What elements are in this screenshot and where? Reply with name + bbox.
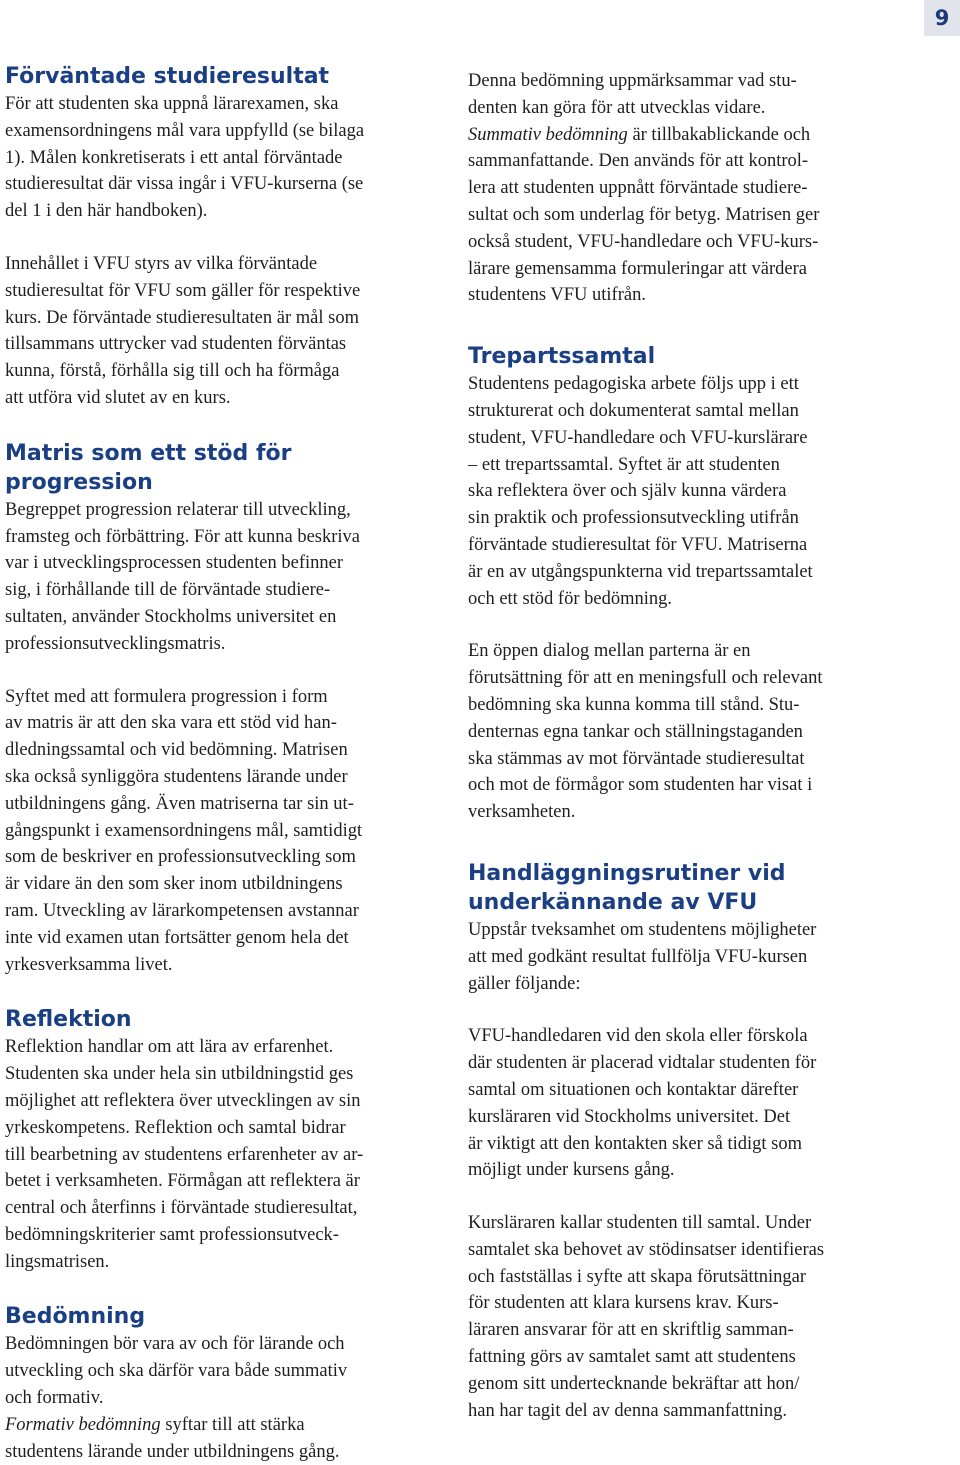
text-line: är vidare än den som sker inom utbildningens: [5, 874, 343, 895]
text-line: var i utvecklingsprocessen studenten befinner: [5, 553, 344, 574]
term-formativ-bedomning: Formativ bedömning: [5, 1414, 161, 1435]
paragraph: [5, 1331, 445, 1465]
heading-line: underkännande av VFU: [468, 889, 758, 915]
text-line: kursläraren vid Stockholms universitet. Det: [468, 1106, 791, 1127]
text-line: VFU-handledaren vid den skola eller förskola: [468, 1026, 808, 1047]
heading-bedomning: Bedömning: [5, 1304, 146, 1330]
text-line: tillsammans uttrycker vad studenten förväntas: [5, 334, 347, 355]
text-line: att utföra vid slutet av en kurs.: [5, 387, 231, 408]
text-line: Uppstår tveksamhet om studentens möjligheter: [468, 919, 817, 940]
text-line: yrkeskompetens. Reflektion och samtal bidrar: [5, 1117, 346, 1138]
text-line: bedömningskriterier samt professionsutveck-: [5, 1224, 339, 1245]
text-line: Studenten ska under hela sin utbildningstid ges: [5, 1064, 354, 1085]
text-line: till bearbetning av studentens erfarenheter av ar-: [5, 1144, 364, 1165]
left-column: [5, 62, 445, 1465]
text-line: är en av utgångspunkterna vid trepartssamtalet: [468, 561, 813, 582]
text-line: betet i verksamheten. Förmågan att reflektera är: [5, 1171, 360, 1192]
paragraph: [468, 638, 908, 826]
text-line: bedömning ska kunna komma till stånd. Stu-: [468, 694, 800, 715]
text-line: yrkesverksamma livet.: [5, 954, 173, 975]
text-line: möjlighet att reflektera över utvecklingen av sin: [5, 1090, 361, 1111]
text-line: Bedömningen bör vara av och för lärande och: [5, 1334, 345, 1355]
text-line: kurs. De förväntade studieresultaten är mål som: [5, 307, 359, 328]
text-line: examensordningens mål vara uppfylld (se bilaga: [5, 120, 365, 141]
section-handlaggningsrutiner: [468, 859, 908, 1425]
paragraph: [5, 684, 445, 979]
text-line: ska reflektera över och själv kunna värdera: [468, 481, 787, 502]
heading-forvantade-studieresultat: Förväntade studieresultat: [5, 64, 330, 89]
text-line: ska också synliggöra studentens lärande under: [5, 766, 348, 787]
text-line: inte vid examen utan fortsätter genom hela det: [5, 927, 349, 948]
text-line: Denna bedömning uppmärksammar vad stu-: [468, 71, 797, 91]
text-line: professionsutvecklingsmatris.: [5, 633, 226, 654]
paragraph: [5, 251, 445, 412]
text-line: gäller följande:: [468, 973, 581, 994]
section-forvantade-studieresultat: [5, 62, 445, 412]
text-line: Kursläraren kallar studenten till samtal. Under: [468, 1213, 812, 1234]
text-line: sultaten, använder Stockholms universitet en: [5, 606, 337, 627]
text-line: utveckling och ska därför vara både summativ: [5, 1361, 348, 1382]
text-line: ram. Utveckling av lärarkompetensen avstannar: [5, 900, 359, 921]
text-fragment: är tillbakablickande och: [627, 124, 811, 145]
paragraph: [468, 917, 908, 997]
text-line: [5, 1412, 445, 1439]
text-line: utbildningens gång. Även matriserna tar sin ut-: [5, 793, 354, 814]
heading-line: Handläggningsrutiner vid: [468, 860, 786, 886]
text-line: förutsättning för att en meningsfull och relevant: [468, 668, 823, 689]
page-number: 9: [924, 0, 960, 36]
text-line: studentens lärande under utbildningens gång.: [5, 1441, 340, 1462]
text-line: Begreppet progression relaterar till utveckling,: [5, 499, 351, 520]
text-line: fattning görs av samtalet samt att studentens: [468, 1347, 796, 1368]
paragraph: [468, 371, 908, 612]
text-line: där studenten är placerad vidtalar studenten för: [468, 1053, 817, 1074]
text-line: studentens VFU utifrån.: [468, 285, 646, 306]
text-line: [468, 122, 908, 149]
text-line: Syftet med att formulera progression i form: [5, 686, 328, 707]
text-line: För att studenten ska uppnå lärarexamen, ska: [5, 94, 339, 114]
text-line: kunna, förstå, förhålla sig till och ha förmåga: [5, 361, 340, 382]
heading-handlaggningsrutiner: [468, 859, 908, 917]
text-line: verksamheten.: [468, 802, 576, 823]
text-line: dledningssamtal och vid bedömning. Matrisen: [5, 740, 348, 761]
text-line: denternas egna tankar och ställningstaganden: [468, 721, 803, 742]
text-line: som de beskriver en professionsutveckling som: [5, 847, 356, 868]
text-line: Innehållet i VFU styrs av vilka förväntade: [5, 253, 318, 274]
right-column: [468, 62, 908, 1424]
text-line: studieresultat där vissa ingår i VFU-kurserna (se: [5, 174, 364, 195]
text-line: framsteg och förbättring. För att kunna beskriva: [5, 526, 360, 547]
text-line: Reflektion handlar om att lära av erfarenhet.: [5, 1037, 334, 1058]
text-line: Studentens pedagogiska arbete följs upp i ett: [468, 374, 799, 395]
text-line: lingsmatrisen.: [5, 1251, 110, 1272]
text-line: och ett stöd för bedömning.: [468, 588, 672, 609]
section-reflektion: [5, 1005, 445, 1275]
text-line: möjligt under kursens gång.: [468, 1160, 675, 1181]
text-line: central och återfinns i förväntade studieresultat,: [5, 1198, 358, 1219]
text-line: genom sitt undertecknande bekräftar att hon/: [468, 1373, 800, 1394]
term-summativ-bedomning: Summativ bedömning: [468, 124, 628, 145]
text-line: – ett trepartssamtal. Syftet är att studenten: [468, 454, 780, 475]
section-bedomning-continued: [468, 62, 908, 309]
paragraph: [5, 497, 445, 658]
section-matris: [5, 439, 445, 979]
text-line: 1). Målen konkretiserats i ett antal förväntade: [5, 147, 343, 168]
text-line: lärare gemensamma formuleringar att värdera: [468, 258, 807, 279]
text-line: studieresultat för VFU som gäller för respektive: [5, 280, 361, 301]
text-line: sammanfattande. Den används för att kontrol-: [468, 151, 809, 172]
text-line: samtal om situationen och kontaktar därefter: [468, 1079, 799, 1100]
text-line: samtalet ska behovet av stödinsatser identifieras: [468, 1239, 825, 1260]
section-trepartssamtal: [468, 342, 908, 826]
text-line: del 1 i den här handboken).: [5, 201, 208, 222]
text-line: förväntade studieresultat för VFU. Matriserna: [468, 534, 808, 555]
paragraph: [468, 68, 908, 309]
paragraph: [468, 1210, 908, 1424]
text-line: och mot de förmågor som studenten har visat i: [468, 775, 813, 796]
text-line: och formativ.: [5, 1388, 104, 1409]
text-line: sultat och som underlag för betyg. Matrisen ger: [468, 204, 820, 225]
text-line: gångspunkt i examensordningens mål, samtidigt: [5, 820, 363, 841]
text-line: sig, i förhållande till de förväntade studiere-: [5, 580, 331, 601]
section-bedomning: [5, 1302, 445, 1465]
heading-matris: Matris som ett stöd för progression: [5, 440, 292, 495]
text-line: ska stämmas av mot förväntade studieresultat: [468, 748, 805, 769]
heading-trepartssamtal: Trepartssamtal: [468, 344, 656, 370]
heading-reflektion: Reflektion: [5, 1007, 132, 1033]
text-line: också student, VFU-handledare och VFU-kurs-: [468, 231, 819, 252]
text-line: En öppen dialog mellan parterna är en: [468, 641, 751, 662]
paragraph: [468, 1023, 908, 1184]
text-line: och fastställas i syfte att skapa förutsättningar: [468, 1266, 807, 1287]
text-line: att med godkänt resultat fullfölja VFU-kursen: [468, 946, 808, 967]
text-line: för studenten att klara kursens krav. Kurs-: [468, 1293, 779, 1314]
text-line: denten kan göra för att utvecklas vidare.: [468, 97, 766, 118]
text-line: lera att studenten uppnått förväntade studiere-: [468, 178, 808, 199]
text-line: läraren ansvarar för att en skriftlig samman-: [468, 1320, 794, 1341]
paragraph: [5, 91, 445, 225]
text-line: strukturerat och dokumenterat samtal mellan: [468, 400, 799, 421]
text-line: student, VFU-handledare och VFU-kurslärare: [468, 427, 808, 448]
text-line: är viktigt att den kontakten sker så tidigt som: [468, 1133, 802, 1154]
text-fragment: syftar till att stärka: [160, 1414, 305, 1435]
text-line: sin praktik och professionsutveckling utifrån: [468, 508, 799, 529]
paragraph: [5, 1034, 445, 1275]
text-line: av matris är att den ska vara ett stöd vid han-: [5, 713, 337, 734]
text-line: han har tagit del av denna sammanfattning.: [468, 1400, 788, 1421]
